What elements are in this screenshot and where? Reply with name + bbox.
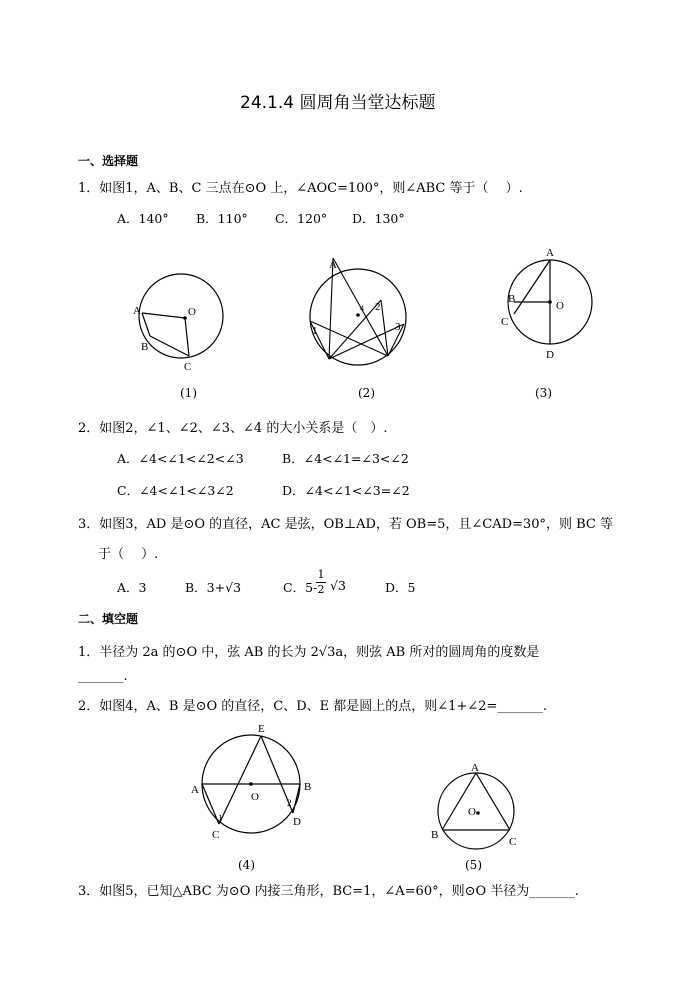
q3-option-c: C．5-	[283, 580, 318, 595]
q2-option-b: B．∠4<∠1=∠3<∠2	[282, 451, 409, 466]
fill-2-text: 2．如图4，A、B 是⊙O 的直径，C、D、E 都是圆上的点，则∠1+∠2=_______.	[78, 699, 548, 714]
q1-option-d: D．130°	[352, 211, 405, 226]
fig1-label-a: A	[133, 305, 141, 317]
fig2-label-a: A	[329, 259, 337, 271]
fill-3-text: 3．如图5，已知△ABC 为⊙O 内接三角形，BC=1，∠A=60°，则⊙O 半径为_______.	[78, 884, 579, 899]
figure-3-diagram	[495, 240, 605, 365]
fig4-label-a: A	[191, 784, 199, 796]
q3-option-c-fraction	[316, 568, 326, 597]
fig1-label-b: B	[141, 341, 149, 353]
fig2-label-4: 4	[360, 304, 364, 313]
q1-option-b: B．110°	[196, 211, 248, 226]
fig4-label-e: E	[258, 723, 265, 735]
fig3-label-b: B	[508, 293, 516, 305]
fill-1-blank: _______.	[78, 669, 128, 684]
fig2-label-2: 2	[375, 301, 381, 313]
fraction-numerator: 1	[317, 568, 325, 581]
q3-option-b: B．3+√3	[185, 580, 242, 595]
figure-3-caption: (3)	[535, 386, 552, 400]
figure-5-diagram	[425, 760, 525, 855]
question-3-text: 3．如图3，AD 是⊙O 的直径，AC 是弦，OB⊥AD，若 OB=5，且∠CAD=30°，则 BC 等	[78, 517, 613, 532]
figure-2-diagram	[305, 250, 415, 370]
fig5-label-c: C	[509, 836, 517, 848]
question-2-text: 2．如图2，∠1、∠2、∠3、∠4 的大小关系是（ ）.	[78, 421, 388, 436]
q3-option-c-sqrt: √3	[330, 578, 346, 593]
figure-4-caption: (4)	[238, 858, 255, 872]
q2-option-d: D．∠4<∠1<∠3=∠2	[282, 483, 410, 498]
fig3-label-d: D	[546, 349, 554, 361]
q1-option-c: C．120°	[275, 211, 328, 226]
section-heading-choice: 一、选择题	[78, 154, 139, 168]
fig4-label-b: B	[304, 781, 312, 793]
figure-2-caption: (2)	[358, 386, 375, 400]
question-3-text-cont: 于（ ）.	[98, 547, 159, 562]
q2-option-a: A．∠4<∠1<∠2<∠3	[117, 451, 244, 466]
fig5-label-a: A	[471, 762, 479, 774]
fig4-label-c: C	[212, 829, 220, 841]
fig4-label-2: 2	[287, 798, 292, 808]
figure-1-caption: (1)	[180, 386, 197, 400]
fig4-label-1: 1	[218, 813, 223, 823]
figure-5-caption: (5)	[465, 858, 482, 872]
question-1-text: 1．如图1，A、B、C 三点在⊙O 上，∠AOC=100°，则∠ABC 等于（ ）.	[78, 181, 523, 196]
fig2-label-1: 1	[312, 325, 318, 337]
q3-option-d: D．5	[385, 580, 416, 595]
fig2-label-3: 3	[395, 321, 401, 333]
figure-1-diagram	[125, 270, 235, 380]
fraction-denominator: 2	[317, 583, 325, 596]
page-title: 24.1.4 圆周角当堂达标题	[240, 93, 436, 113]
fig4-label-d: D	[293, 816, 301, 828]
q1-option-a: A．140°	[117, 211, 169, 226]
fill-1-text: 1．半径为 2a 的⊙O 中，弦 AB 的长为 2√3a，则弦 AB 所对的圆周角的度数是	[78, 645, 540, 660]
fig3-label-o: O	[556, 300, 564, 312]
fig4-label-o: O	[251, 791, 259, 803]
fig3-label-a: A	[546, 247, 554, 259]
q3-option-a: A．3	[117, 580, 147, 595]
fig1-label-o: O	[188, 306, 196, 318]
fig1-label-c: C	[184, 361, 192, 373]
fig5-label-o: O	[468, 806, 476, 818]
figure-4-diagram	[185, 720, 325, 840]
section-heading-fill: 二、填空题	[78, 612, 139, 626]
q2-option-c: C．∠4<∠1<∠3∠2	[117, 483, 234, 498]
fig5-label-b: B	[431, 829, 439, 841]
fig3-label-c: C	[501, 316, 509, 328]
